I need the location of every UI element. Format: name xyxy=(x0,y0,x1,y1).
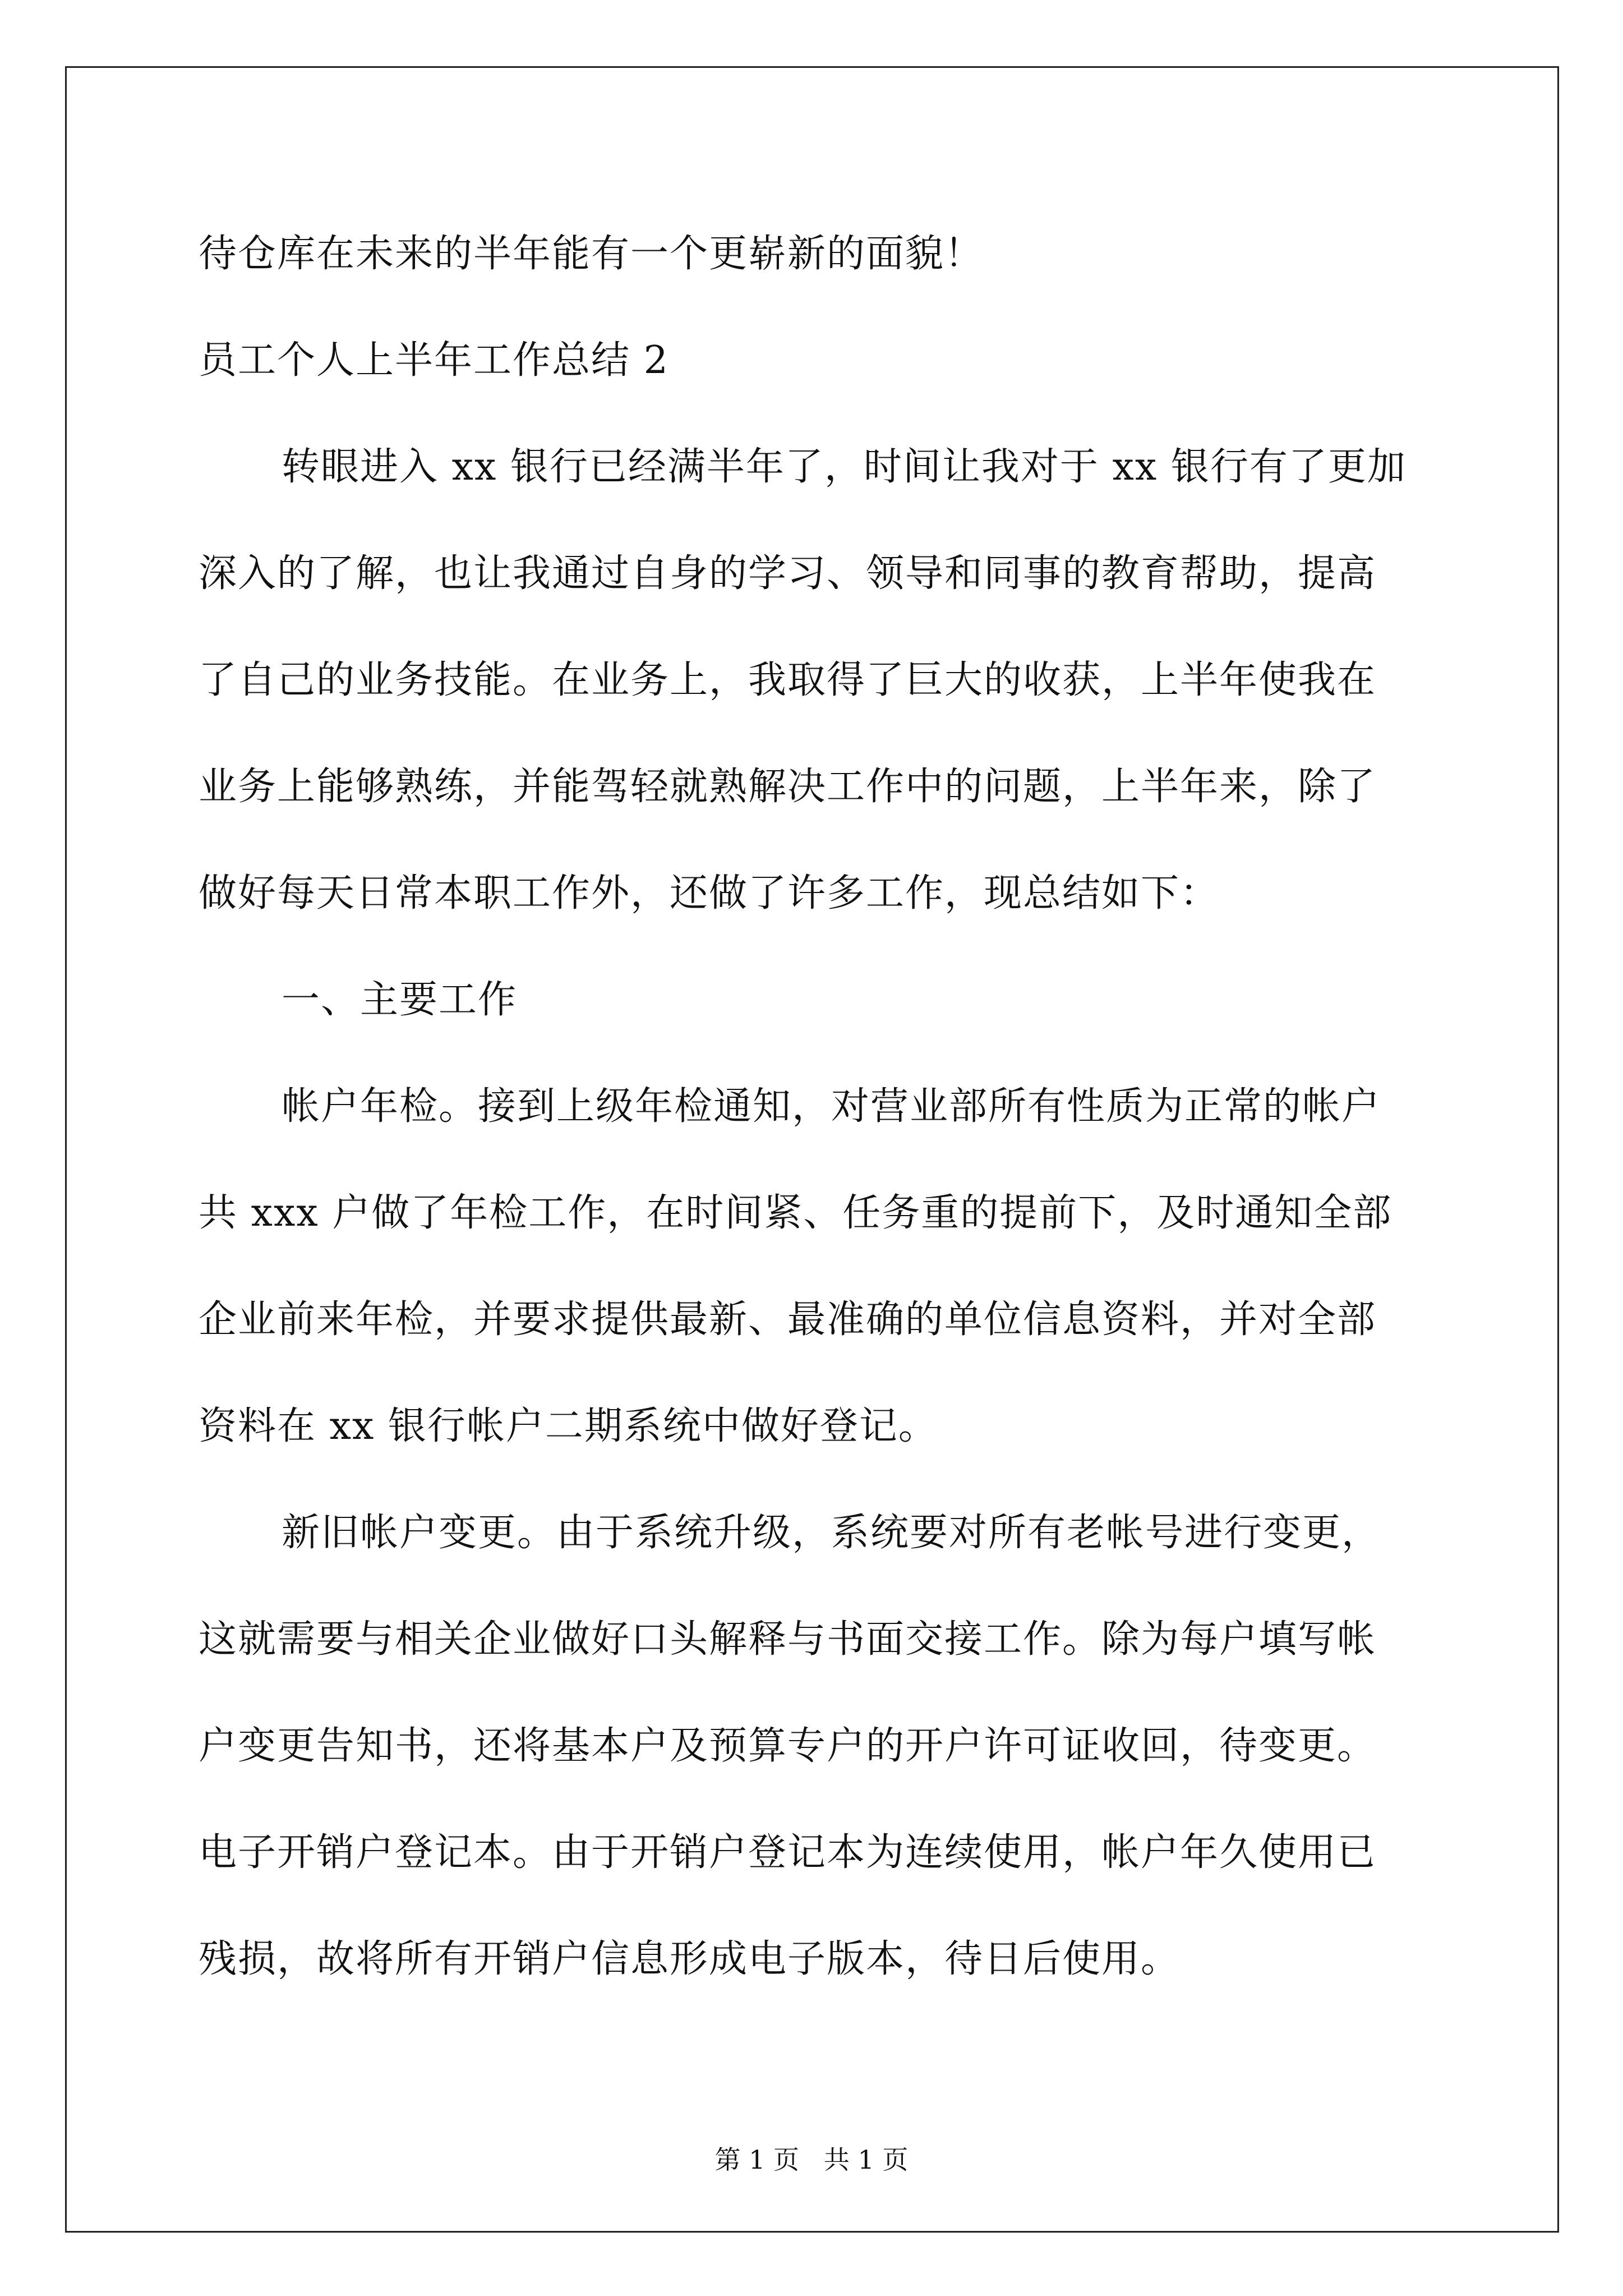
paragraph-line: 残损，故将所有开销户信息形成电子版本，待日后使用。 xyxy=(199,1937,1181,1981)
paragraph-line: 共 xxx 户做了年检工作，在时间紧、任务重的提前下，及时通知全部 xyxy=(199,1191,1393,1235)
paragraph-line: 业务上能够熟练，并能驾轻就熟解决工作中的问题，上半年来，除了 xyxy=(199,765,1377,809)
paragraph-line: 电子开销户登记本。由于开销户登记本为连续使用，帐户年久使用已 xyxy=(199,1830,1377,1875)
text-line: 待仓库在未来的半年能有一个更崭新的面貌！ xyxy=(199,232,984,276)
page-footer: 第 1 页 共 1 页 xyxy=(714,2145,909,2175)
page-border xyxy=(65,66,1559,2233)
section-title: 员工个人上半年工作总结 2 xyxy=(199,338,669,383)
paragraph-line: 户变更告知书，还将基本户及预算专户的开户许可证收回，待变更。 xyxy=(199,1724,1377,1768)
paragraph-line: 资料在 xx 银行帐户二期系统中做好登记。 xyxy=(199,1404,938,1448)
subheading: 一、主要工作 xyxy=(282,978,518,1022)
paragraph-line: 深入的了解，也让我通过自身的学习、领导和同事的教育帮助，提高 xyxy=(199,551,1377,596)
paragraph-line: 了自己的业务技能。在业务上，我取得了巨大的收获，上半年使我在 xyxy=(199,658,1377,702)
paragraph-line: 这就需要与相关企业做好口头解释与书面交接工作。除为每户填写帐 xyxy=(199,1617,1377,1662)
paragraph-line: 企业前来年检，并要求提供最新、最准确的单位信息资料，并对全部 xyxy=(199,1297,1377,1342)
paragraph-line: 做好每天日常本职工作外，还做了许多工作，现总结如下： xyxy=(199,871,1220,915)
paragraph-line: 新旧帐户变更。由于系统升级，系统要对所有老帐号进行变更， xyxy=(282,1511,1381,1555)
paragraph-line: 转眼进入 xx 银行已经满半年了，时间让我对于 xx 银行有了更加 xyxy=(282,445,1407,489)
paragraph-line: 帐户年检。接到上级年检通知，对营业部所有性质为正常的帐户 xyxy=(282,1084,1381,1129)
